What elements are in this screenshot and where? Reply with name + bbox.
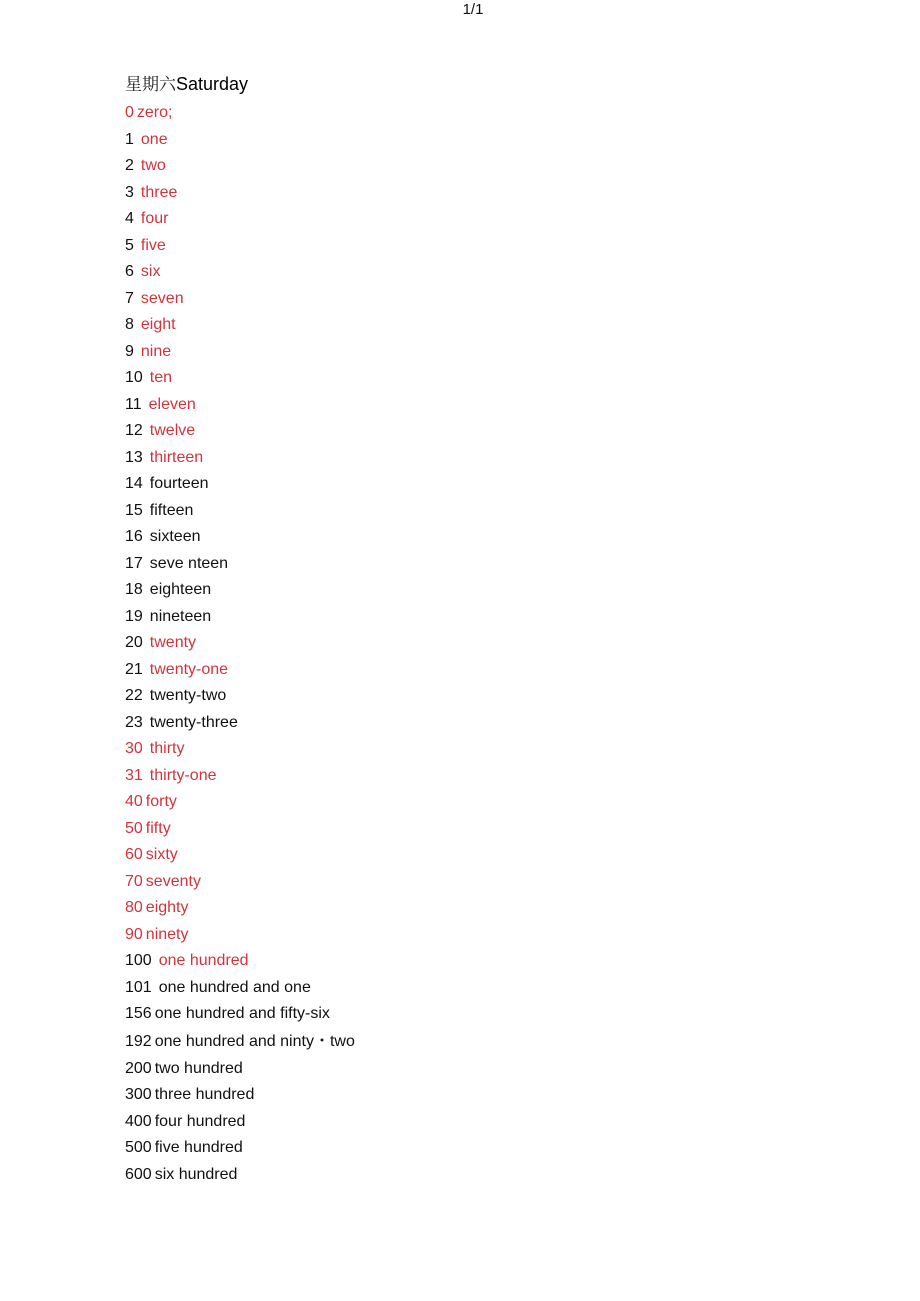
number-word: seventy bbox=[145, 872, 201, 890]
number-label: 600 bbox=[125, 1165, 152, 1183]
number-word: thirty bbox=[149, 740, 185, 757]
number-word: sixty bbox=[145, 846, 178, 863]
number-word: fourteen bbox=[149, 475, 209, 492]
list-item bbox=[125, 445, 825, 472]
number-word: eleven bbox=[148, 395, 196, 413]
number-word: twelve bbox=[149, 422, 196, 439]
list-item bbox=[125, 233, 825, 260]
list-item bbox=[125, 180, 825, 207]
number-label: 20 bbox=[125, 634, 143, 651]
number-word: five hundred bbox=[154, 1139, 243, 1156]
number-label: 18 bbox=[125, 581, 143, 598]
list-item bbox=[125, 975, 825, 1002]
number-label: 90 bbox=[125, 925, 143, 943]
list-item bbox=[125, 365, 825, 392]
number-word: fifty bbox=[145, 819, 171, 837]
number-word: four hundred bbox=[154, 1112, 246, 1130]
list-item bbox=[125, 153, 825, 180]
number-word: sixteen bbox=[149, 528, 201, 545]
number-word: six bbox=[140, 263, 161, 280]
number-word: four bbox=[140, 210, 169, 227]
number-label: 300 bbox=[125, 1086, 152, 1103]
number-label: 0 bbox=[125, 104, 134, 121]
list-item bbox=[125, 842, 825, 869]
number-word: seven bbox=[140, 289, 184, 307]
list-item bbox=[125, 922, 825, 949]
number-word: zero; bbox=[136, 104, 173, 121]
number-word: twenty-three bbox=[149, 713, 238, 731]
number-label: 14 bbox=[125, 475, 143, 492]
number-label: 8 bbox=[125, 316, 134, 333]
number-word: three bbox=[140, 183, 178, 201]
number-word: thirteen bbox=[149, 448, 204, 466]
list-item bbox=[125, 630, 825, 657]
number-label: 22 bbox=[125, 687, 143, 704]
number-label: 6 bbox=[125, 263, 134, 280]
list-item bbox=[125, 524, 825, 551]
number-label: 50 bbox=[125, 819, 143, 837]
list-item bbox=[125, 948, 825, 975]
list-item bbox=[125, 1028, 825, 1056]
list-item bbox=[125, 710, 825, 737]
number-label: 70 bbox=[125, 872, 143, 890]
list-item bbox=[125, 127, 825, 154]
number-label: 60 bbox=[125, 846, 143, 863]
list-item bbox=[125, 736, 825, 763]
list-item bbox=[125, 339, 825, 366]
number-word: one bbox=[140, 130, 168, 148]
list-item bbox=[125, 789, 825, 816]
number-word: forty bbox=[145, 793, 177, 810]
number-label: 9 bbox=[125, 342, 134, 360]
list-item bbox=[125, 551, 825, 578]
number-label: 2 bbox=[125, 157, 134, 174]
number-label: 192 bbox=[125, 1032, 152, 1050]
number-word: eighty bbox=[145, 899, 189, 916]
list-item bbox=[125, 577, 825, 604]
number-label: 400 bbox=[125, 1112, 152, 1130]
number-word: five bbox=[140, 236, 166, 254]
number-label: 4 bbox=[125, 210, 134, 227]
list-item bbox=[125, 312, 825, 339]
list-item bbox=[125, 1162, 825, 1189]
number-word: twenty-one bbox=[149, 660, 229, 678]
list-item bbox=[125, 895, 825, 922]
number-word: nineteen bbox=[149, 607, 212, 625]
number-word: thirty-one bbox=[149, 766, 217, 784]
number-word: one hundred and fifty-six bbox=[154, 1005, 330, 1022]
number-label: 13 bbox=[125, 448, 143, 466]
list-item bbox=[125, 816, 825, 843]
number-label: 30 bbox=[125, 740, 143, 757]
number-word: two bbox=[140, 157, 166, 174]
list-item bbox=[125, 286, 825, 313]
number-word: eight bbox=[140, 316, 176, 333]
number-label: 21 bbox=[125, 660, 143, 678]
list-item bbox=[125, 1082, 825, 1109]
number-label: 16 bbox=[125, 528, 143, 545]
list-item bbox=[125, 100, 825, 127]
number-word-list bbox=[125, 100, 825, 1188]
number-label: 15 bbox=[125, 501, 143, 519]
number-label: 1 bbox=[125, 130, 134, 148]
number-word: eighteen bbox=[149, 581, 212, 598]
number-label: 17 bbox=[125, 554, 143, 572]
number-word: six hundred bbox=[154, 1165, 238, 1183]
number-word: one hundred bbox=[158, 952, 249, 969]
list-item bbox=[125, 683, 825, 710]
title-english: Saturday bbox=[176, 74, 249, 94]
number-label: 10 bbox=[125, 369, 143, 386]
list-item bbox=[125, 1109, 825, 1136]
number-label: 11 bbox=[125, 395, 142, 413]
list-item bbox=[125, 206, 825, 233]
list-item bbox=[125, 498, 825, 525]
list-item bbox=[125, 1135, 825, 1162]
page-title bbox=[125, 70, 825, 98]
title-chinese: 星期六 bbox=[125, 75, 176, 95]
list-item bbox=[125, 259, 825, 286]
number-label: 5 bbox=[125, 236, 134, 254]
number-word: ninety bbox=[145, 925, 189, 943]
number-label: 7 bbox=[125, 289, 134, 307]
list-item bbox=[125, 763, 825, 790]
number-label: 19 bbox=[125, 607, 143, 625]
number-word: nine bbox=[140, 342, 172, 360]
number-word: twenty-two bbox=[149, 687, 227, 704]
list-item bbox=[125, 657, 825, 684]
page-counter: 1/1 bbox=[462, 1, 484, 18]
number-word: fifteen bbox=[149, 501, 194, 519]
document-body bbox=[125, 70, 825, 1188]
number-label: 100 bbox=[125, 952, 152, 969]
list-item bbox=[125, 869, 825, 896]
number-label: 40 bbox=[125, 793, 143, 810]
list-item bbox=[125, 392, 825, 419]
number-word: one hundred and ninty・two bbox=[154, 1032, 355, 1050]
number-word: one hundred and one bbox=[158, 978, 311, 996]
number-label: 200 bbox=[125, 1059, 152, 1077]
number-label: 156 bbox=[125, 1005, 152, 1022]
number-word: three hundred bbox=[154, 1086, 255, 1103]
list-item bbox=[125, 604, 825, 631]
number-label: 31 bbox=[125, 766, 143, 784]
list-item bbox=[125, 471, 825, 498]
number-label: 80 bbox=[125, 899, 143, 916]
list-item bbox=[125, 418, 825, 445]
number-word: seve nteen bbox=[149, 554, 229, 572]
number-word: two hundred bbox=[154, 1059, 243, 1077]
number-label: 12 bbox=[125, 422, 143, 439]
number-label: 23 bbox=[125, 713, 143, 731]
number-label: 500 bbox=[125, 1139, 152, 1156]
number-word: ten bbox=[149, 369, 173, 386]
number-label: 3 bbox=[125, 183, 134, 201]
number-word: twenty bbox=[149, 634, 197, 651]
list-item bbox=[125, 1056, 825, 1083]
list-item bbox=[125, 1001, 825, 1028]
number-label: 101 bbox=[125, 978, 152, 996]
